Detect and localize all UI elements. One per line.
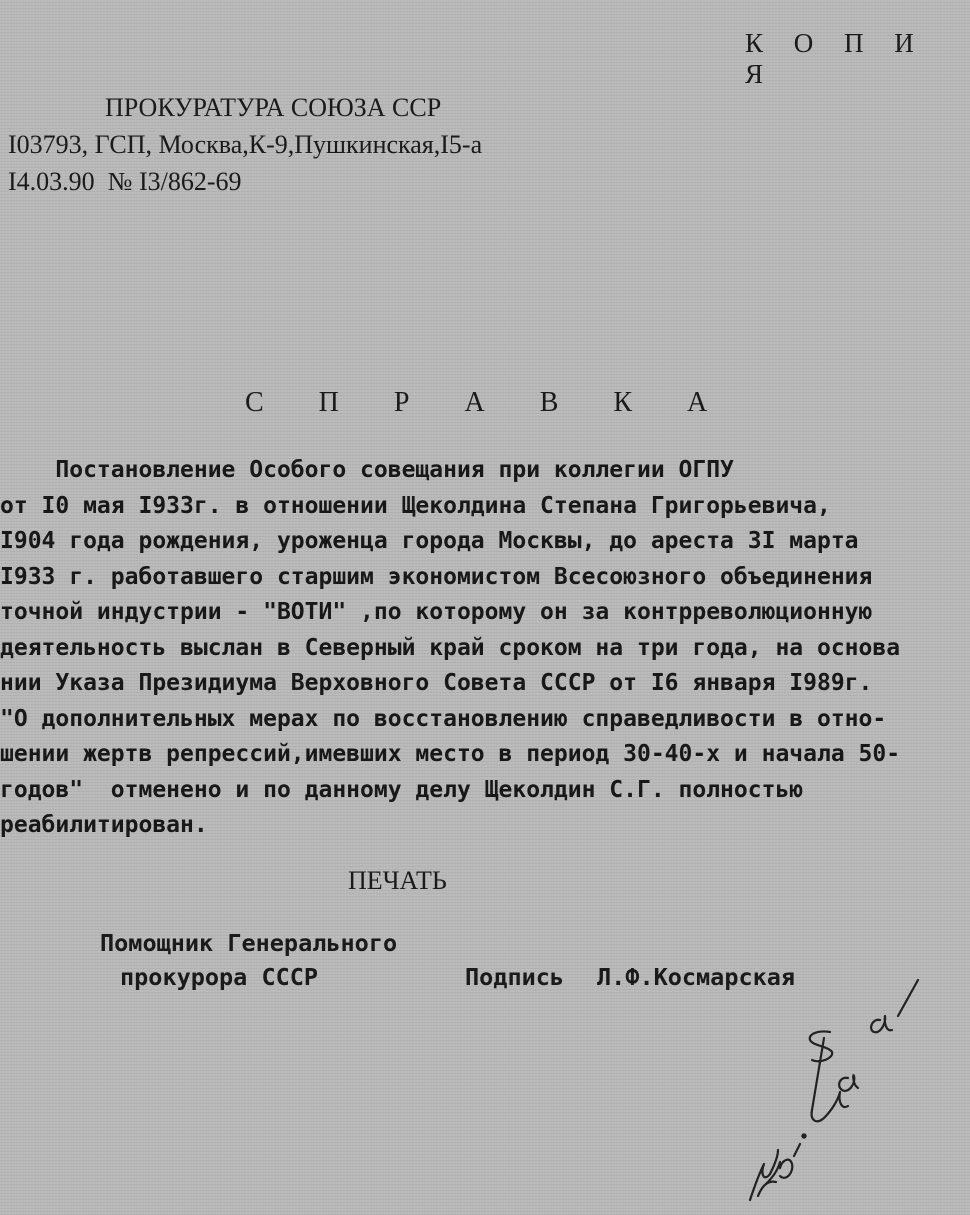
position-line-1: Помощник Генерального (100, 929, 398, 957)
copy-stamp-label: К О П И Я (745, 28, 926, 89)
body-line: деятельность выслан в Северный край сроком на три года, на основа (0, 634, 901, 661)
body-line: точной индустрии - "ВОТИ" ,по которому он за контрреволюционную (0, 599, 873, 625)
signature-label: Подпись (465, 963, 565, 991)
body-line: шении жертв репрессий,имевших место в период 30-40-х и начала 50- (0, 741, 901, 767)
body-line: от I0 мая I933г. в отношении Щеколдина Степана Григорьевича, (0, 492, 831, 519)
body-line: I904 года рождения, уроженца города Москвы, до ареста 3I марта (0, 528, 859, 554)
body-line: нии Указа Президиума Верховного Совета СССР от I6 января I989г. (0, 670, 873, 696)
seal-label: ПЕЧАТЬ (348, 866, 447, 895)
body-line: реабилитирован. (0, 812, 208, 838)
document-title: С П Р А В К А (245, 387, 732, 418)
body-text (0, 453, 970, 844)
header-address: I03793, ГСП, Москва,К-9,Пушкинская,I5-а (8, 130, 483, 159)
position-line-2: прокурора СССР (120, 963, 319, 991)
header-organization: ПРОКУРАТУРА СОЮЗА ССР (105, 93, 442, 122)
body-line: I933 г. работавшего старшим экономистом Всесоюзного объединения (0, 563, 873, 590)
body-line: Постановление Особого совещания при коллегии ОГПУ (0, 457, 734, 483)
signatory-name: Л.Ф.Космарская (597, 963, 796, 991)
header-date-number: I4.03.90 № I3/862-69 (8, 167, 242, 196)
body-line: "О дополнительных мерах по восстановлению справедливости в отно- (0, 705, 887, 732)
body-line: годов" отменено и по данному делу Щеколдин С.Г. полностью (0, 776, 804, 803)
handwritten-signature-icon (720, 960, 960, 1210)
